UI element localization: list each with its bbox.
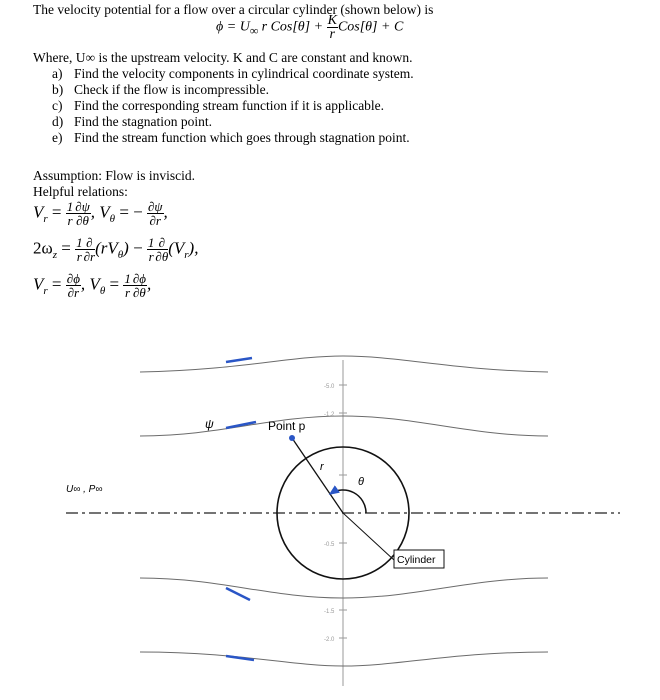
rv-theta: (rV [95, 238, 118, 258]
vtheta-symbol: V [99, 202, 110, 222]
vtheta-sub: θ [117, 248, 124, 261]
psi-label: ψ [205, 417, 214, 431]
axis-tick-label: -1.2 [324, 412, 335, 418]
frac-den: ∂θ [132, 285, 146, 300]
frac-den: ∂r [83, 249, 96, 264]
cylinder-leader-line [343, 513, 394, 560]
streamline-lower [140, 578, 548, 598]
frac-den: ∂r [149, 213, 161, 228]
minus-sign: − [133, 238, 143, 258]
equals-sign: = [51, 274, 62, 294]
frac-num: ∂ϕ [132, 271, 146, 286]
streamline-upper [140, 416, 548, 436]
frac-num: 1 [66, 199, 74, 214]
axis-tick-label: -0.5 [324, 542, 335, 548]
frac-num: 1 [147, 235, 155, 250]
vr-symbol: V [33, 274, 44, 294]
axis-tick-label: -2.0 [324, 637, 335, 643]
axis-tick-label: -1.5 [324, 609, 335, 615]
eq-lhs: ϕ = U [216, 19, 250, 35]
cylinder-label: Cylinder [397, 554, 436, 566]
assumption-text: Assumption: Flow is inviscid. [33, 168, 196, 183]
vr-symbol: V [33, 202, 44, 222]
frac-num: ∂ [155, 236, 168, 250]
eq-frac-den: r [329, 27, 335, 42]
point-p-marker [289, 435, 295, 441]
comma: , [80, 274, 86, 294]
task-label: a) [52, 66, 63, 81]
vtheta-sub: θ [109, 212, 116, 225]
omega-sub: z [52, 248, 57, 261]
helpful-relations-title: Helpful relations: [33, 184, 128, 199]
two-omega-symbol: 2ω [33, 238, 53, 258]
freestream-label: U∞ , P∞ [66, 484, 103, 495]
radius-line [292, 438, 343, 513]
frac-den: ∂θ [76, 213, 89, 228]
flow-arrow [226, 358, 252, 362]
vtheta-symbol: V [89, 274, 100, 294]
task-label: c) [52, 98, 63, 113]
eq-mid: r Cos[θ] + [258, 19, 327, 35]
task-text: Find the stream function which goes through stagnation point. [74, 130, 410, 145]
point-p-label: Point p [268, 419, 306, 433]
frac-num: ∂ψ [75, 199, 90, 214]
comma: , [163, 202, 168, 222]
eq-frac-num: K [327, 13, 337, 28]
paren-end: ), [188, 238, 199, 258]
frac-den: r [67, 213, 73, 228]
comma: , [90, 202, 96, 222]
task-label: d) [52, 114, 64, 129]
r-label: r [320, 461, 324, 473]
theta-label: θ [358, 476, 364, 488]
frac-num: ∂ [84, 236, 95, 250]
frac-num: ∂ψ [148, 199, 163, 214]
task-text: Find the corresponding stream function if it is applicable. [74, 98, 385, 113]
minus-sign: − [133, 202, 143, 222]
vtheta-sub: θ [99, 284, 106, 297]
vr-sub: r [43, 284, 48, 297]
frac-den: ∂θ [155, 249, 169, 264]
paren-close: ) [123, 238, 129, 258]
flow-arrow [226, 588, 250, 600]
equals-sign: = [61, 238, 71, 258]
frac-num: ∂ϕ [66, 271, 80, 286]
equals-sign: = [109, 274, 120, 294]
vr-paren: (V [168, 238, 185, 258]
intro-text: The velocity potential for a flow over a circular cylinder (shown below) is [33, 2, 434, 17]
frac-den: r [148, 249, 154, 264]
comma: , [146, 274, 152, 294]
task-text: Find the stagnation point. [74, 114, 212, 129]
equals-sign: = [51, 202, 62, 222]
streamline-top [140, 356, 548, 372]
frac-den: r [125, 285, 131, 300]
where-line: Where, U∞ is the upstream velocity. K and C are constant and known. [33, 50, 413, 65]
eq-rhs: Cos[θ] + C [337, 19, 404, 35]
streamline-bottom [140, 652, 548, 666]
eq-sub-inf: ∞ [249, 24, 259, 38]
frac-den: r [76, 249, 82, 264]
equals-sign: = [119, 202, 129, 222]
frac-num: 1 [124, 271, 131, 286]
axis-tick-label: -5.0 [324, 384, 335, 390]
frac-num: 1 [76, 235, 83, 250]
frac-den: ∂r [67, 285, 80, 300]
task-label: e) [52, 130, 63, 145]
vr-sub: r [184, 248, 189, 261]
task-text: Check if the flow is incompressible. [74, 82, 269, 97]
task-label: b) [52, 82, 64, 97]
task-text: Find the velocity components in cylindrical coordinate system. [74, 66, 414, 81]
vr-sub: r [43, 212, 48, 225]
